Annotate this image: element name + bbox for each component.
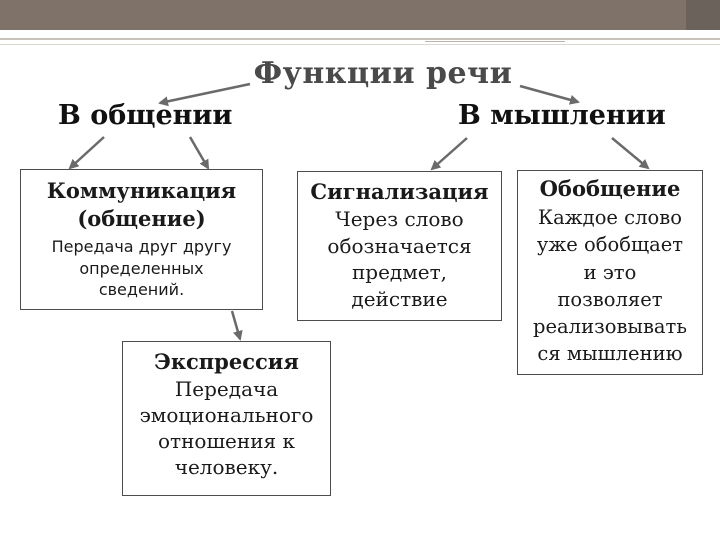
text-line: обозначается xyxy=(327,233,472,258)
arrow-communication-to-expression xyxy=(232,311,240,339)
heading-line: Сигнализация xyxy=(310,179,489,204)
heading-line: Коммуникация xyxy=(46,178,237,203)
arrow-right-to-signalization xyxy=(432,138,467,169)
arrow-left-to-expression xyxy=(190,137,208,168)
heading-line: Обобщение xyxy=(539,176,681,201)
text-line: эмоционального xyxy=(139,402,314,427)
text-line: отношения к xyxy=(157,429,296,454)
generalization-heading xyxy=(518,175,702,204)
communication-heading xyxy=(21,177,262,232)
signalization-box xyxy=(297,171,502,321)
arrow-left-to-communication xyxy=(70,137,104,168)
text-line: реализовывать xyxy=(533,315,687,339)
text-line: Каждое слово xyxy=(538,205,682,229)
generalization-text xyxy=(518,204,702,368)
text-line: Через слово xyxy=(335,207,464,232)
heading-line: (общение) xyxy=(77,205,206,231)
text-line: предмет, xyxy=(351,260,448,285)
expression-box xyxy=(122,341,331,496)
expression-text xyxy=(123,376,330,481)
text-line: определенных xyxy=(79,258,204,278)
text-line: действие xyxy=(351,286,448,311)
branch-communication-label: В общении xyxy=(58,100,233,131)
heading-line: Экспрессия xyxy=(154,349,299,374)
signalization-text xyxy=(298,206,501,312)
text-line: ся мышлению xyxy=(537,342,683,366)
text-line: человеку. xyxy=(174,455,279,480)
signalization-heading xyxy=(298,178,501,206)
generalization-box xyxy=(517,170,703,375)
text-line: Передача xyxy=(174,376,279,401)
communication-text xyxy=(21,236,262,299)
text-line: позволяет xyxy=(557,287,663,311)
text-line: уже обобщает xyxy=(536,233,684,257)
text-line: Передача друг другу xyxy=(51,237,232,257)
branch-thinking-label: В мышлении xyxy=(458,100,666,131)
text-line: сведений. xyxy=(98,279,185,299)
expression-heading xyxy=(123,348,330,376)
diagram-title: Функции речи xyxy=(253,56,513,91)
communication-box xyxy=(20,169,263,310)
arrow-right-to-generalization xyxy=(612,138,648,168)
text-line: и это xyxy=(583,260,637,284)
